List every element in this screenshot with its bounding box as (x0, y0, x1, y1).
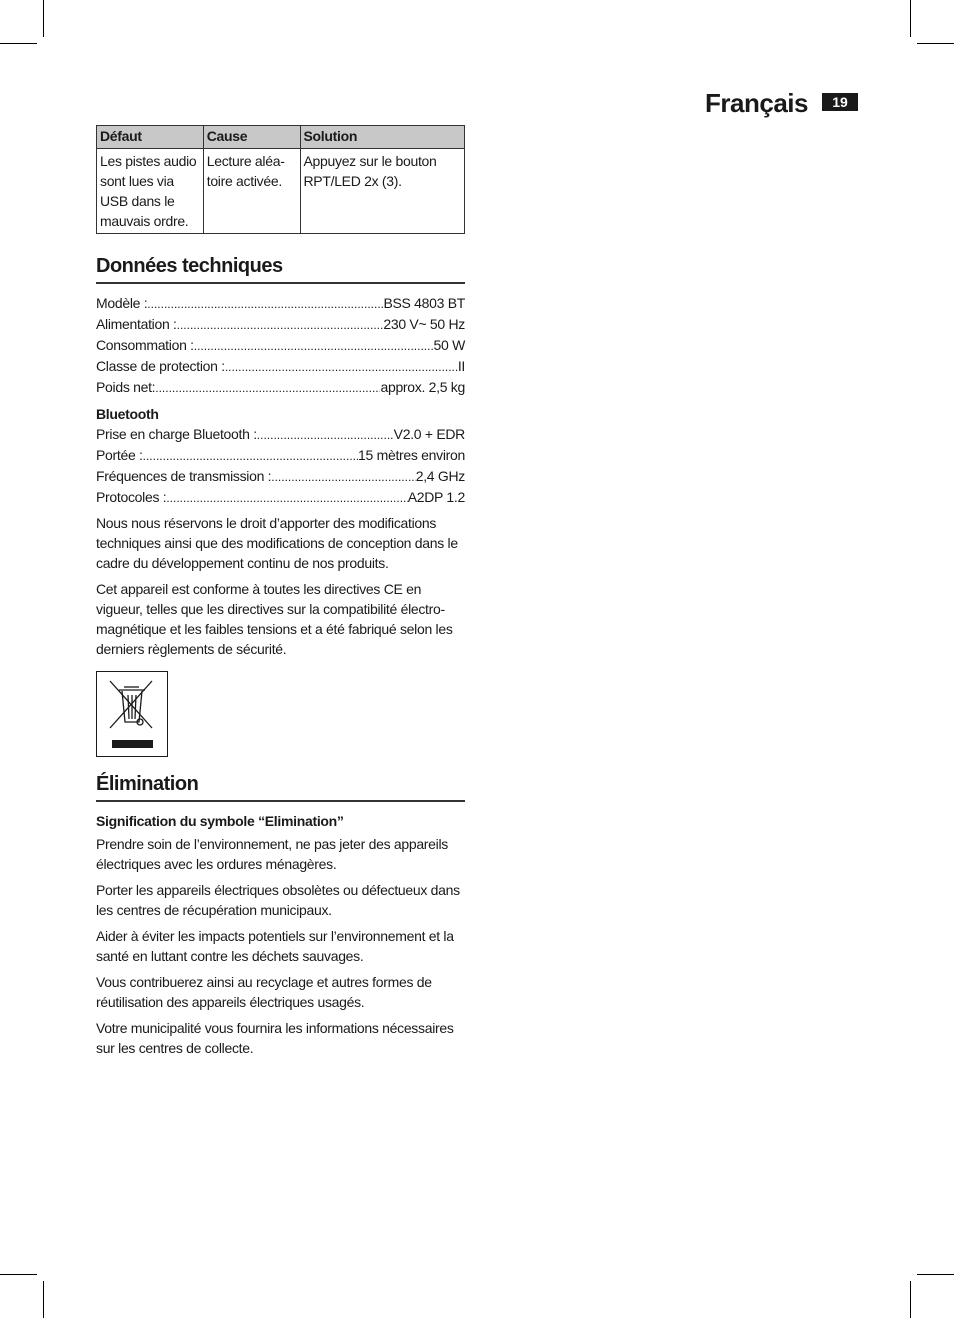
dot-leader (166, 487, 407, 508)
disposal-subtitle: Signification du symbole “Elimination” (96, 813, 344, 829)
dot-leader (271, 466, 415, 487)
spec-value: approx. 2,5 kg (380, 379, 465, 395)
crop-mark (910, 0, 911, 37)
disposal-body (96, 811, 465, 1064)
spec-label: Consommation : (96, 337, 194, 353)
dot-leader (177, 314, 384, 335)
technical-specs (96, 293, 465, 665)
spec-row-power (96, 314, 465, 335)
paragraph-disposal-5: Votre municipalité vous fournira les informations nécessaires sur les centres de collecte. (96, 1020, 454, 1056)
column-header-solution: Solution (300, 126, 465, 149)
paragraph-modifications: Nous nous réservons le droit d’apporter des modifications techniques ainsi que des modifications de conception dans le cadre du développement continu de nos produits. (96, 515, 458, 571)
spec-value: 15 mètres environ (358, 447, 465, 463)
weee-crossed-bin-icon (96, 671, 168, 757)
dot-leader (225, 356, 458, 377)
dot-leader (194, 335, 434, 356)
crop-mark (43, 0, 44, 37)
technical-section-heading (96, 255, 465, 284)
disposal-title: Élimination (96, 773, 465, 802)
table-cell-cause: Lecture aléa-toire activée. (203, 149, 300, 234)
spec-row-frequency (96, 466, 465, 487)
paragraph-disposal-2: Porter les appareils électriques obsolètes ou défectueux dans les centres de récupération municipaux. (96, 882, 460, 918)
page-number-badge: 19 (822, 93, 858, 111)
spec-value: V2.0 + EDR (393, 426, 465, 442)
spec-label: Fréquences de transmission : (96, 468, 272, 484)
technical-title: Données techniques (96, 255, 465, 284)
spec-row-protocols (96, 487, 465, 508)
crop-mark (0, 43, 37, 44)
spec-value: 230 V~ 50 Hz (383, 316, 465, 332)
spec-row-bt-support (96, 424, 465, 445)
spec-value: A2DP 1.2 (407, 489, 465, 505)
spec-value: BSS 4803 BT (383, 295, 465, 311)
spec-label: Poids net: (96, 379, 156, 395)
spec-value: II (457, 358, 465, 374)
paragraph-conformity: Cet appareil est conforme à toutes les directives CE en vigueur, telles que les directives sur la compatibilité électro-magnétique et les faibles tensions et a été fabriqué selon les derniers règlements de sécurité. (96, 581, 453, 657)
spec-row-model (96, 293, 465, 314)
dot-leader (147, 293, 383, 314)
table-row (97, 149, 465, 234)
bluetooth-subheading: Bluetooth (96, 406, 159, 422)
crop-mark (0, 1274, 37, 1275)
spec-label: Prise en charge Bluetooth : (96, 426, 257, 442)
dot-leader (143, 445, 358, 466)
spec-label: Portée : (96, 447, 143, 463)
column-header-cause: Cause (203, 126, 300, 149)
crop-mark (917, 1274, 954, 1275)
spec-label: Modèle : (96, 295, 148, 311)
table-header-row (97, 126, 465, 149)
language-title: Français (705, 88, 808, 118)
paragraph-disposal-4: Vous contribuerez ainsi au recyclage et autres formes de réutilisation des appareils électriques usagés. (96, 974, 432, 1010)
paragraph-disposal-1: Prendre soin de l’environnement, ne pas jeter des appareils électriques avec les ordures ménagères. (96, 836, 448, 872)
dot-leader (155, 377, 380, 398)
disposal-section-heading (96, 773, 465, 802)
spec-label: Protocoles : (96, 489, 167, 505)
page-header (690, 88, 858, 120)
troubleshooting-table (96, 125, 465, 234)
crop-mark (910, 1281, 911, 1318)
spec-value: 2,4 GHz (415, 468, 465, 484)
spec-value: 50 W (433, 337, 465, 353)
spec-label: Classe de protection : (96, 358, 225, 374)
crop-mark (917, 43, 954, 44)
crop-mark (43, 1281, 44, 1318)
spec-label: Alimentation : (96, 316, 177, 332)
dot-leader (257, 424, 394, 445)
column-header-defaut: Défaut (97, 126, 204, 149)
spec-row-consumption (96, 335, 465, 356)
spec-row-weight (96, 377, 465, 398)
table-cell-solution: Appuyez sur le bouton RPT/LED 2x (3). (300, 149, 465, 234)
paragraph-disposal-3: Aider à éviter les impacts potentiels sur l’environnement et la santé en luttant contre les déchets sauvages. (96, 928, 454, 964)
spec-row-protection (96, 356, 465, 377)
table-cell-defaut: Les pistes audio sont lues via USB dans le mauvais ordre. (97, 149, 204, 234)
spec-row-range (96, 445, 465, 466)
